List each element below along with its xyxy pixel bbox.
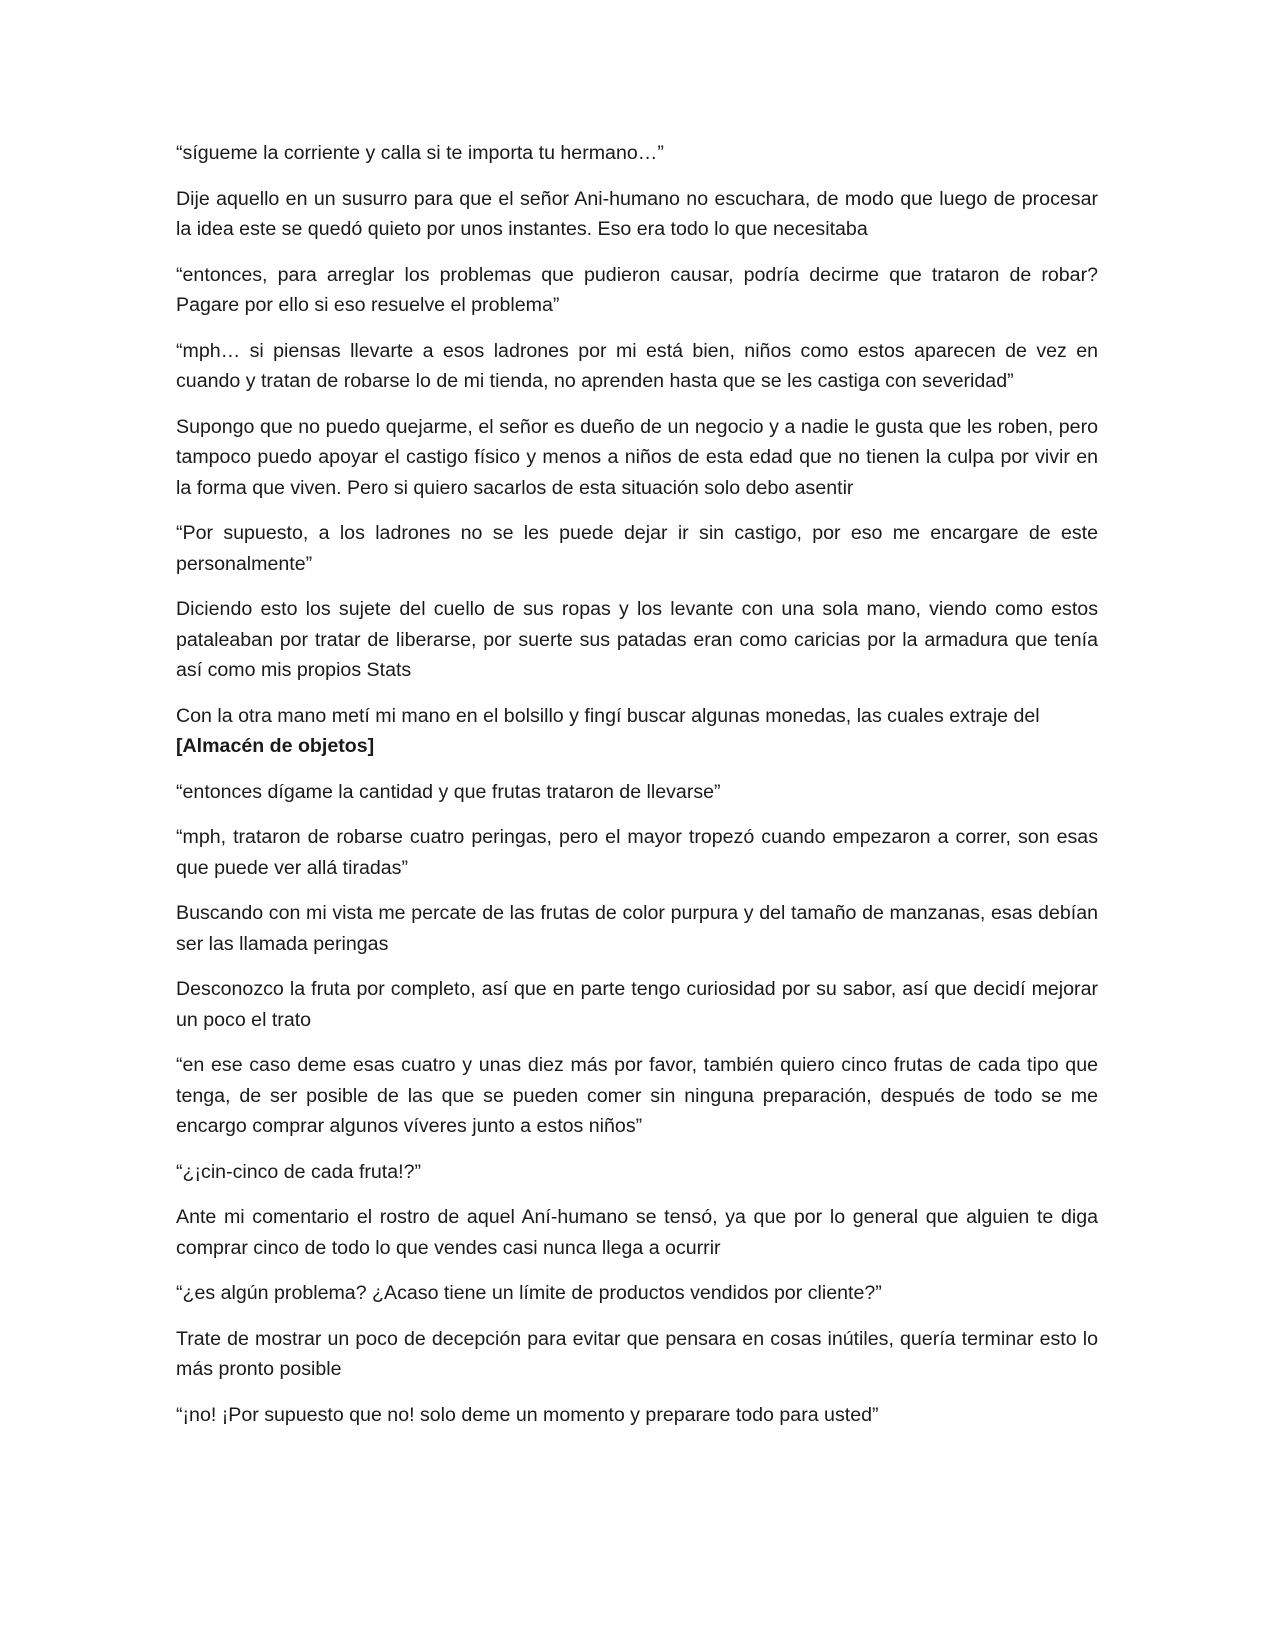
paragraph-4: “mph… si piensas llevarte a esos ladrones por mi está bien, niños como estos aparecen de vez en cuando y tratan de robarse lo de mi tienda, no aprenden hasta que se les castiga con severidad”	[176, 339, 1098, 392]
paragraph-3: “entonces, para arreglar los problemas que pudieron causar, podría decirme que trataron de robar? Pagare por ello si eso resuelve el problema”	[176, 263, 1098, 316]
document-page	[176, 138, 1098, 1445]
paragraph-13: “en ese caso deme esas cuatro y unas diez más por favor, también quiero cinco frutas de cada tipo que tenga, de ser posible de las que se pueden comer sin ninguna preparación, después de todo se me encargo comprar algunos víveres junto a estos niños”	[176, 1054, 1098, 1137]
paragraph-6: “Por supuesto, a los ladrones no se les puede dejar ir sin castigo, por eso me encargare de este personalmente”	[176, 522, 1098, 575]
paragraph-10: “mph, trataron de robarse cuatro peringas, pero el mayor tropezó cuando empezaron a correr, son esas que puede ver allá tiradas”	[176, 826, 1098, 879]
paragraph-1: “sígueme la corriente y calla si te importa tu hermano…”	[176, 142, 664, 164]
paragraph-7: Diciendo esto los sujete del cuello de sus ropas y los levante con una sola mano, viendo como estos pataleaban por tratar de liberarse, por suerte sus patadas eran como caricias por la armadura que tenía así como mis propios Stats	[176, 598, 1098, 681]
paragraph-15: Ante mi comentario el rostro de aquel Aní-humano se tensó, ya que por lo general que alguien te diga comprar cinco de todo lo que vendes casi nunca llega a ocurrir	[176, 1206, 1098, 1259]
paragraph-12: Desconozco la fruta por completo, así que en parte tengo curiosidad por su sabor, así que decidí mejorar un poco el trato	[176, 978, 1098, 1031]
paragraph-8	[176, 701, 1098, 762]
paragraph-2: Dije aquello en un susurro para que el señor Ani-humano no escuchara, de modo que luego de procesar la idea este se quedó quieto por unos instantes. Eso era todo lo que necesitaba	[176, 187, 1098, 240]
paragraph-14: “¿¡cin-cinco de cada fruta!?”	[176, 1160, 422, 1183]
paragraph-9: “entonces dígame la cantidad y que frutas trataron de llevarse”	[176, 780, 721, 803]
paragraph-17: Trate de mostrar un poco de decepción para evitar que pensara en cosas inútiles, quería terminar esto lo más pronto posible	[176, 1327, 1098, 1380]
paragraph-11: Buscando con mi vista me percate de las frutas de color purpura y del tamaño de manzanas, esas debían ser las llamada peringas	[176, 902, 1098, 955]
paragraph-18: “¡no! ¡Por supuesto que no! solo deme un momento y preparare todo para usted”	[176, 1403, 879, 1426]
paragraph-8-text: Con la otra mano metí mi mano en el bolsillo y fingí buscar algunas monedas, las cuales extraje del	[176, 704, 1040, 727]
item-storage-term: [Almacén de objetos]	[176, 735, 375, 757]
paragraph-16: “¿es algún problema? ¿Acaso tiene un límite de productos vendidos por cliente?”	[176, 1282, 882, 1304]
paragraph-5: Supongo que no puedo quejarme, el señor es dueño de un negocio y a nadie le gusta que les roben, pero tampoco puedo apoyar el castigo físico y menos a niños de esta edad que no tienen la culpa por vivir en la forma que viven. Pero si quiero sacarlos de esta situación solo debo asentir	[176, 415, 1098, 499]
